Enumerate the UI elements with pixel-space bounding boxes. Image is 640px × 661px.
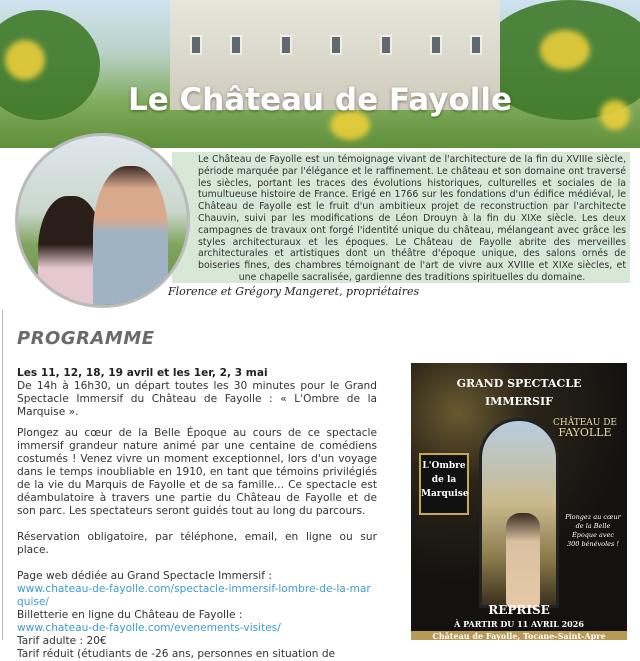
programme-dates: Les 11, 12, 18, 19 avril et les 1er, 2, 3 mai [17,367,268,379]
intro-text: Le Château de Fayolle est un témoignage vivant de l'architecture de la fin du XVIIIe siècle, période marquée par l'élégance et le raffinement. Le château et son domaine ont traversé les siècles, portant les traces des évolutions historiques, culturelles et sociales de la tumultueuse histoire de France. Erigé en 1766 sur les fondations d'un édifice médiéval, le Château de Fayolle est le fruit d'un ambitieux projet de reconstruction par l'architecte Chauvin, suivi par les modifications de Léon Drouyn à la fin du XIXe siècle. Les deux campagnes de travaux ont forgé l'identité unique du château, mélangeant avec grâce les styles architecturaux et les époques. Le Château de Fayolle abrite des merveilles architecturales et artistiques dont un théâtre d'époque unique, des salons ornés de boiseries fines, des chambres témoignant de l'art de vivre aux XVIIIe et XIXe siècles, et une chapelle sacralisée, gardienne des traditions spirituelles du domaine. [172,152,630,283]
price-reduced: Tarif réduit (étudiants de -26 ans, personnes en situation de [17,648,336,660]
poster-side-text: Plongez au cœur de la Belle Époque avec 300 bénévoles ! [565,513,621,548]
poster-reprise: REPRISE [488,603,550,617]
ticket-link[interactable]: www.chateau-de-fayolle.com/evenements-visites/ [17,622,281,634]
programme-description: Plongez au cœur de la Belle Époque au cours de ce spectacle immersif grandeur nature animé par une centaine de comédiens costumés ! Venez vivre un moment exceptionnel, lors d'un voyage dans le temps inoubliable en 1910, en tant que témoins privilégiés de la vie du Marquis de Fayolle et de sa famille... Ce spectacle est déambulatoire à travers une partie du Château de Fayolle et de son parc. Les spectateurs seront guidés tout au long du parcours. [17,427,377,517]
price-adult: Tarif adulte : 20€ [17,635,107,647]
reservation-info: Réservation obligatoire, par téléphone, email, en ligne ou sur place. [17,531,377,556]
page-link[interactable]: www.chateau-de-fayolle.com/spectacle-immersif-lombre-de-la-marquise/ [17,583,371,608]
poster-title-2: IMMERSIF [485,395,553,408]
page-label: Page web dédiée au Grand Spectacle Immersif : [17,570,272,582]
poster-place: Château de Fayolle, Tocane-Saint-Apre [411,631,627,640]
poster-title-1: GRAND SPECTACLE [456,377,582,390]
poster-brand-1: CHÂTEAU DE [552,418,617,428]
show-poster [411,363,627,640]
ticket-label: Billetterie en ligne du Château de Fayolle : [17,609,243,621]
poster-brand-2: FAYOLLE [558,426,612,439]
header-banner [0,0,640,148]
page-title: Le Château de Fayolle [127,82,513,118]
owners-photo [15,133,190,308]
poster-show-title: L'Ombre de la Marquise [419,453,469,515]
programme-schedule: De 14h à 16h30, un départ toutes les 30 minutes pour le Grand Spectacle Immersif du Château de Fayolle : « L'Ombre de la Marquise ». [17,380,377,418]
poster-date: À PARTIR DU 11 AVRIL 2026 [454,619,584,629]
programme-body [17,367,377,661]
programme-heading: PROGRAMME [17,328,155,349]
owners-signature: Florence et Grégory Mangeret, propriétaires [168,285,420,298]
divider [2,310,3,640]
marquise-figure [506,513,540,608]
